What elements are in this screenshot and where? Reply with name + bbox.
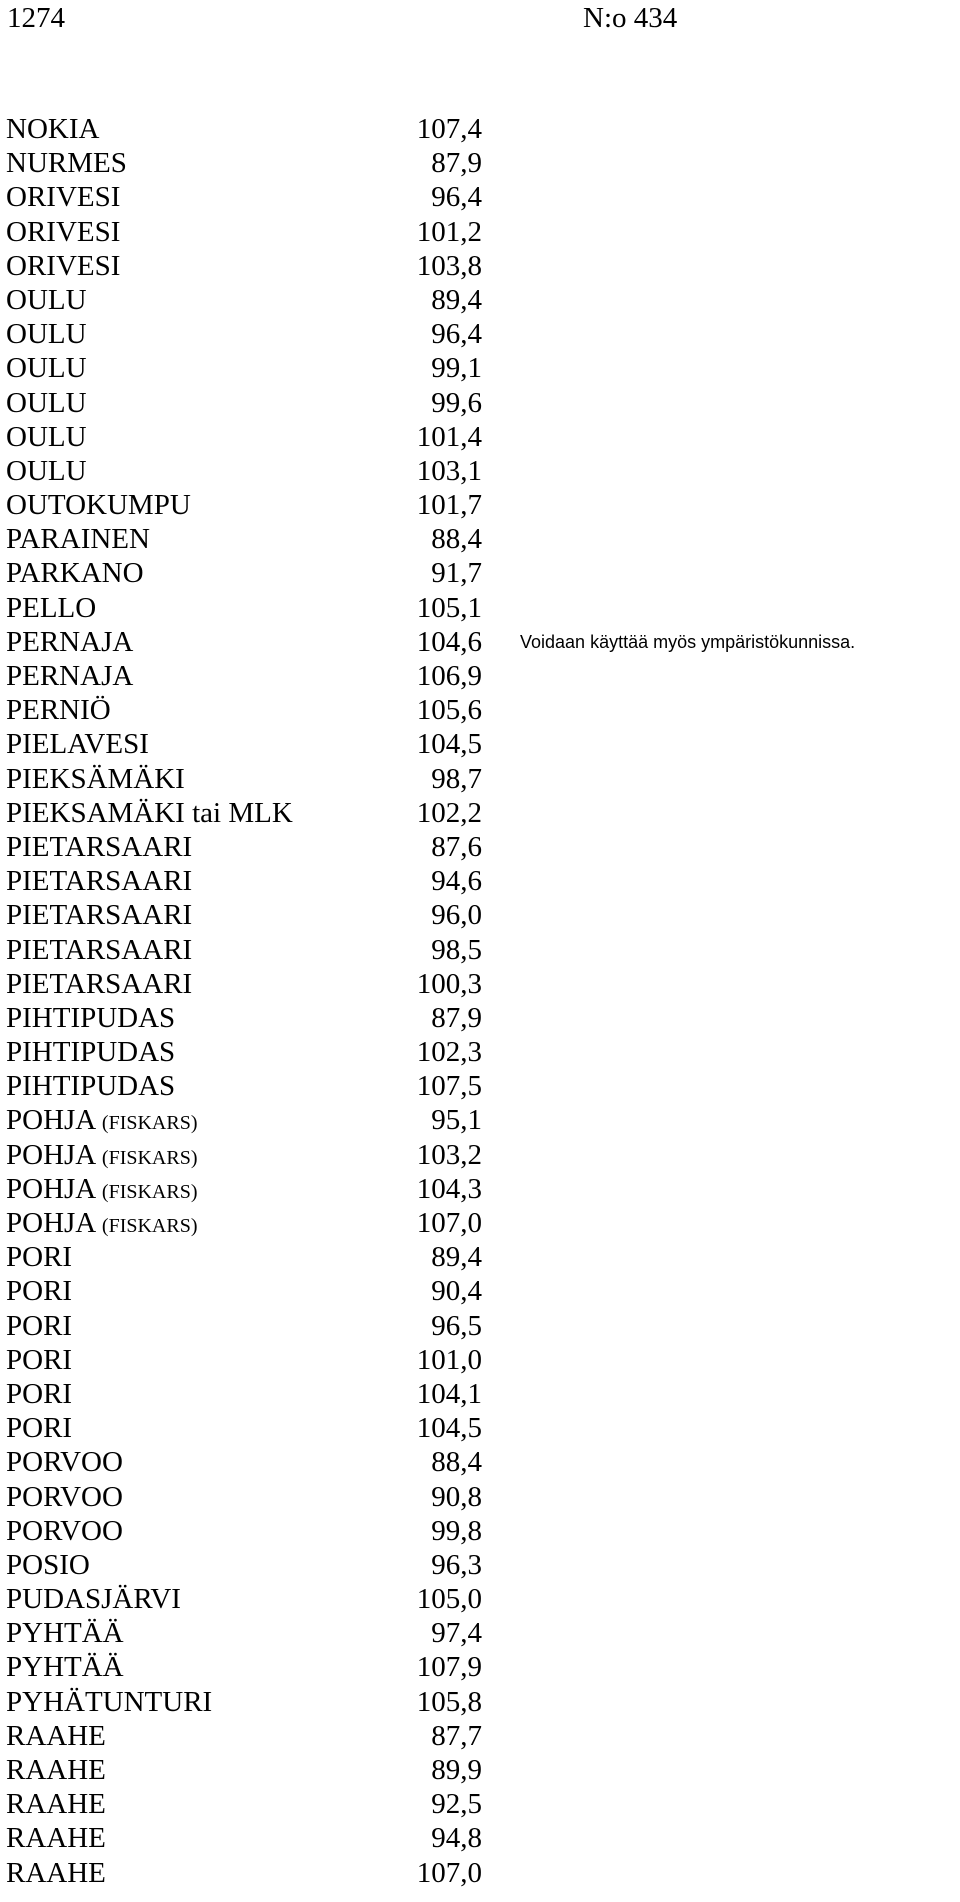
municipality-main-name: PYHÄTUNTURI bbox=[6, 1685, 213, 1718]
municipality-main-name: PORVOO bbox=[6, 1480, 123, 1513]
municipality-main-name: OULU bbox=[6, 386, 87, 419]
index-value: 104,1 bbox=[416, 1377, 482, 1410]
municipality-name bbox=[6, 1377, 72, 1411]
index-value: 103,2 bbox=[416, 1138, 482, 1171]
index-value: 89,4 bbox=[431, 283, 482, 316]
index-value: 104,3 bbox=[416, 1172, 482, 1205]
table-row bbox=[6, 146, 486, 180]
table-row bbox=[6, 420, 486, 454]
table-row bbox=[6, 180, 486, 214]
table-row bbox=[6, 1138, 486, 1172]
municipality-main-name: PIHTIPUDAS bbox=[6, 1036, 176, 1069]
table-row bbox=[6, 591, 486, 625]
municipality-name bbox=[6, 1753, 106, 1787]
index-value: 96,4 bbox=[431, 318, 482, 351]
index-value: 88,4 bbox=[431, 523, 482, 556]
table-row bbox=[6, 556, 486, 590]
municipality-main-name: PERNAJA bbox=[6, 660, 134, 692]
municipality-name bbox=[6, 351, 87, 385]
municipality-name bbox=[6, 112, 99, 146]
municipality-main-name: PORI bbox=[6, 1377, 73, 1410]
municipality-main-name: PORVOO bbox=[6, 1446, 123, 1479]
municipality-main-name: PORI bbox=[6, 1241, 73, 1274]
index-value: 107,5 bbox=[416, 1070, 482, 1103]
municipality-name bbox=[6, 1650, 124, 1684]
table-row bbox=[6, 351, 486, 385]
municipality-name bbox=[6, 180, 120, 214]
table-row bbox=[6, 112, 486, 146]
table-row bbox=[6, 1753, 486, 1787]
municipality-name bbox=[6, 659, 133, 693]
municipality-name bbox=[6, 1172, 197, 1209]
municipality-name bbox=[6, 1787, 106, 1821]
table-row bbox=[6, 898, 486, 932]
index-value: 103,1 bbox=[416, 454, 482, 487]
table-row bbox=[6, 1274, 486, 1308]
municipality-name bbox=[6, 386, 87, 420]
municipality-main-name: RAAHE bbox=[6, 1719, 106, 1752]
municipality-name bbox=[6, 967, 192, 1001]
municipality-main-name: PELLO bbox=[6, 591, 97, 624]
municipality-name bbox=[6, 1240, 72, 1274]
index-value: 96,4 bbox=[431, 181, 482, 214]
municipality-main-name: POHJA bbox=[6, 1207, 95, 1239]
municipality-name bbox=[6, 1616, 124, 1650]
municipality-name bbox=[6, 1548, 90, 1582]
index-value: 101,7 bbox=[416, 489, 482, 522]
index-value: 94,8 bbox=[431, 1822, 482, 1855]
municipality-name bbox=[6, 1411, 72, 1445]
index-value: 103,8 bbox=[416, 249, 482, 282]
municipality-main-name: POHJA bbox=[6, 1172, 95, 1205]
municipality-name bbox=[6, 420, 87, 454]
table-row bbox=[6, 1480, 486, 1514]
table-row bbox=[6, 727, 486, 761]
table-row bbox=[6, 249, 486, 283]
municipality-main-name: OULU bbox=[6, 454, 87, 487]
municipality-main-name: PORI bbox=[6, 1275, 73, 1308]
municipality-name bbox=[6, 864, 192, 898]
municipality-main-name: ORIVESI bbox=[6, 215, 121, 248]
municipality-name bbox=[6, 283, 87, 317]
municipality-main-name: PYHTÄÄ bbox=[6, 1651, 124, 1684]
municipality-main-name: PERNAJA bbox=[6, 625, 134, 658]
table-row bbox=[6, 1685, 486, 1719]
municipality-name bbox=[6, 1309, 72, 1343]
table-row bbox=[6, 762, 486, 796]
municipality-name bbox=[6, 522, 150, 556]
table-row bbox=[6, 1069, 486, 1103]
table-row bbox=[6, 1103, 486, 1137]
index-value: 107,0 bbox=[416, 1856, 482, 1889]
municipality-name bbox=[6, 1274, 72, 1308]
municipality-main-name: PORI bbox=[6, 1412, 73, 1445]
municipality-main-name: RAAHE bbox=[6, 1788, 106, 1821]
table-row bbox=[6, 1001, 486, 1035]
table-row bbox=[6, 522, 486, 556]
municipality-name bbox=[6, 1514, 123, 1548]
table-row bbox=[6, 659, 486, 693]
index-value: 89,4 bbox=[431, 1241, 482, 1274]
municipality-main-name: PIETARSAARI bbox=[6, 933, 193, 966]
municipality-main-name: OULU bbox=[6, 318, 87, 351]
municipality-name bbox=[6, 1480, 123, 1514]
table-row bbox=[6, 1240, 486, 1274]
index-value: 89,9 bbox=[431, 1754, 482, 1786]
municipality-main-name: OULU bbox=[6, 420, 87, 453]
index-value: 105,8 bbox=[416, 1685, 482, 1718]
municipality-main-name: PIEKSÄMÄKI bbox=[6, 762, 185, 795]
index-value: 107,0 bbox=[416, 1207, 482, 1239]
index-value: 105,0 bbox=[416, 1583, 482, 1616]
table-row bbox=[6, 1035, 486, 1069]
municipality-main-name: POHJA bbox=[6, 1104, 95, 1137]
table-row bbox=[6, 488, 486, 522]
table-row bbox=[6, 625, 486, 659]
municipality-main-name: PIETARSAARI bbox=[6, 899, 193, 932]
municipality-name bbox=[6, 693, 111, 727]
table-row bbox=[6, 1582, 486, 1616]
municipality-name bbox=[6, 215, 120, 249]
municipality-main-name: PARAINEN bbox=[6, 523, 150, 556]
index-value: 100,3 bbox=[416, 967, 482, 1000]
table-row bbox=[6, 1719, 486, 1753]
municipality-main-name: PIETARSAARI bbox=[6, 865, 193, 898]
index-value: 90,8 bbox=[431, 1480, 482, 1513]
table-row bbox=[6, 1821, 486, 1855]
index-value: 87,6 bbox=[431, 830, 482, 863]
index-value: 105,1 bbox=[416, 591, 482, 624]
municipality-main-name: RAAHE bbox=[6, 1822, 106, 1855]
municipality-list bbox=[6, 112, 486, 1890]
index-value: 87,7 bbox=[431, 1719, 482, 1752]
municipality-name bbox=[6, 1206, 197, 1243]
table-row bbox=[6, 1172, 486, 1206]
index-value: 104,5 bbox=[416, 1412, 482, 1445]
index-value: 102,3 bbox=[416, 1036, 482, 1069]
municipality-name bbox=[6, 1001, 175, 1035]
municipality-main-name: PORI bbox=[6, 1309, 73, 1342]
index-value: 97,4 bbox=[431, 1617, 482, 1650]
municipality-main-name: PARKANO bbox=[6, 557, 144, 590]
municipality-alt-name: (FISKARS) bbox=[101, 1215, 198, 1237]
municipality-main-name: RAAHE bbox=[6, 1856, 106, 1889]
index-value: 96,5 bbox=[431, 1309, 482, 1342]
municipality-name bbox=[6, 1582, 181, 1616]
municipality-main-name: PIETARSAARI bbox=[6, 830, 193, 863]
table-row bbox=[6, 1650, 486, 1684]
municipality-main-name: PORI bbox=[6, 1343, 73, 1376]
table-row bbox=[6, 1616, 486, 1650]
index-value: 99,1 bbox=[431, 352, 482, 385]
table-row bbox=[6, 864, 486, 898]
municipality-name bbox=[6, 933, 192, 967]
index-value: 92,5 bbox=[431, 1788, 482, 1821]
table-row bbox=[6, 693, 486, 727]
municipality-main-name: ORIVESI bbox=[6, 181, 121, 214]
municipality-name bbox=[6, 556, 144, 590]
index-value: 107,9 bbox=[416, 1651, 482, 1684]
municipality-alt-name: (FISKARS) bbox=[101, 1112, 198, 1135]
table-row bbox=[6, 1514, 486, 1548]
index-value: 94,6 bbox=[431, 865, 482, 898]
municipality-main-name: PERNIÖ bbox=[6, 694, 111, 727]
municipality-name bbox=[6, 591, 96, 625]
table-row bbox=[6, 215, 486, 249]
municipality-main-name: NURMES bbox=[6, 147, 127, 180]
municipality-name bbox=[6, 249, 120, 283]
index-value: 104,6 bbox=[416, 625, 482, 658]
municipality-main-name: ORIVESI bbox=[6, 249, 121, 282]
municipality-name bbox=[6, 488, 191, 522]
table-row bbox=[6, 1377, 486, 1411]
table-row bbox=[6, 454, 486, 488]
municipality-name bbox=[6, 317, 87, 351]
index-value: 96,3 bbox=[431, 1548, 482, 1581]
table-row bbox=[6, 1548, 486, 1582]
index-value: 99,6 bbox=[431, 386, 482, 419]
municipality-main-name: PIHTIPUDAS bbox=[6, 1070, 176, 1103]
index-value: 104,5 bbox=[416, 728, 482, 761]
municipality-name bbox=[6, 1719, 106, 1753]
municipality-alt-name: (FISKARS) bbox=[101, 1146, 198, 1169]
municipality-main-name: POSIO bbox=[6, 1548, 90, 1581]
index-value: 102,2 bbox=[416, 796, 482, 829]
table-row bbox=[6, 933, 486, 967]
table-row bbox=[6, 1206, 486, 1240]
index-value: 106,9 bbox=[416, 660, 482, 692]
table-row bbox=[6, 283, 486, 317]
municipality-name bbox=[6, 762, 185, 796]
index-value: 101,0 bbox=[416, 1343, 482, 1376]
municipality-main-name: PIHTIPUDAS bbox=[6, 1001, 176, 1034]
municipality-main-name: NOKIA bbox=[6, 113, 100, 145]
municipality-name bbox=[6, 1343, 72, 1377]
municipality-name bbox=[6, 1856, 106, 1890]
municipality-main-name: OULU bbox=[6, 352, 87, 385]
municipality-main-name: PUDASJÄRVI bbox=[6, 1583, 181, 1616]
table-row bbox=[6, 830, 486, 864]
index-value: 91,7 bbox=[431, 557, 482, 590]
index-value: 98,7 bbox=[431, 762, 482, 795]
municipality-main-name: POHJA bbox=[6, 1138, 95, 1171]
municipality-name bbox=[6, 1821, 106, 1855]
index-value: 90,4 bbox=[431, 1275, 482, 1308]
municipality-main-name: PIETARSAARI bbox=[6, 967, 193, 1000]
page-number: 1274 bbox=[7, 2, 65, 34]
index-value: 96,0 bbox=[431, 899, 482, 932]
index-value: 88,4 bbox=[431, 1446, 482, 1479]
index-value: 107,4 bbox=[416, 113, 482, 145]
municipality-main-name: OULU bbox=[6, 283, 87, 316]
municipality-main-name: OUTOKUMPU bbox=[6, 489, 191, 522]
index-value: 99,8 bbox=[431, 1514, 482, 1547]
table-row bbox=[6, 386, 486, 420]
municipality-name bbox=[6, 1138, 197, 1175]
municipality-alt-name: (FISKARS) bbox=[101, 1180, 198, 1203]
municipality-name bbox=[6, 830, 192, 864]
municipality-name bbox=[6, 1035, 175, 1069]
table-row bbox=[6, 1787, 486, 1821]
table-row bbox=[6, 1445, 486, 1479]
table-row bbox=[6, 1856, 486, 1890]
municipality-name bbox=[6, 727, 149, 761]
municipality-name bbox=[6, 625, 133, 659]
municipality-name bbox=[6, 1069, 175, 1103]
table-row bbox=[6, 1411, 486, 1445]
side-note: Voidaan käyttää myös ympäristökunnissa. bbox=[520, 632, 856, 652]
municipality-name bbox=[6, 1685, 212, 1719]
table-row bbox=[6, 1343, 486, 1377]
municipality-name bbox=[6, 796, 293, 830]
index-value: 95,1 bbox=[431, 1104, 482, 1137]
table-row bbox=[6, 1309, 486, 1343]
municipality-main-name: RAAHE bbox=[6, 1754, 106, 1786]
municipality-main-name: PORVOO bbox=[6, 1514, 123, 1547]
index-value: 98,5 bbox=[431, 933, 482, 966]
municipality-main-name: PYHTÄÄ bbox=[6, 1617, 124, 1650]
municipality-name bbox=[6, 1103, 197, 1140]
municipality-main-name: PIEKSAMÄKI tai MLK bbox=[6, 796, 293, 829]
municipality-name bbox=[6, 898, 192, 932]
municipality-name bbox=[6, 454, 87, 488]
index-value: 101,2 bbox=[416, 215, 482, 248]
index-value: 101,4 bbox=[416, 420, 482, 453]
table-row bbox=[6, 317, 486, 351]
index-value: 87,9 bbox=[431, 1001, 482, 1034]
index-value: 87,9 bbox=[431, 147, 482, 180]
table-row bbox=[6, 796, 486, 830]
municipality-name bbox=[6, 146, 127, 180]
table-row bbox=[6, 967, 486, 1001]
index-value: 105,6 bbox=[416, 694, 482, 727]
issue-number: N:o 434 bbox=[583, 2, 678, 34]
municipality-main-name: PIELAVESI bbox=[6, 728, 149, 761]
municipality-name bbox=[6, 1445, 123, 1479]
